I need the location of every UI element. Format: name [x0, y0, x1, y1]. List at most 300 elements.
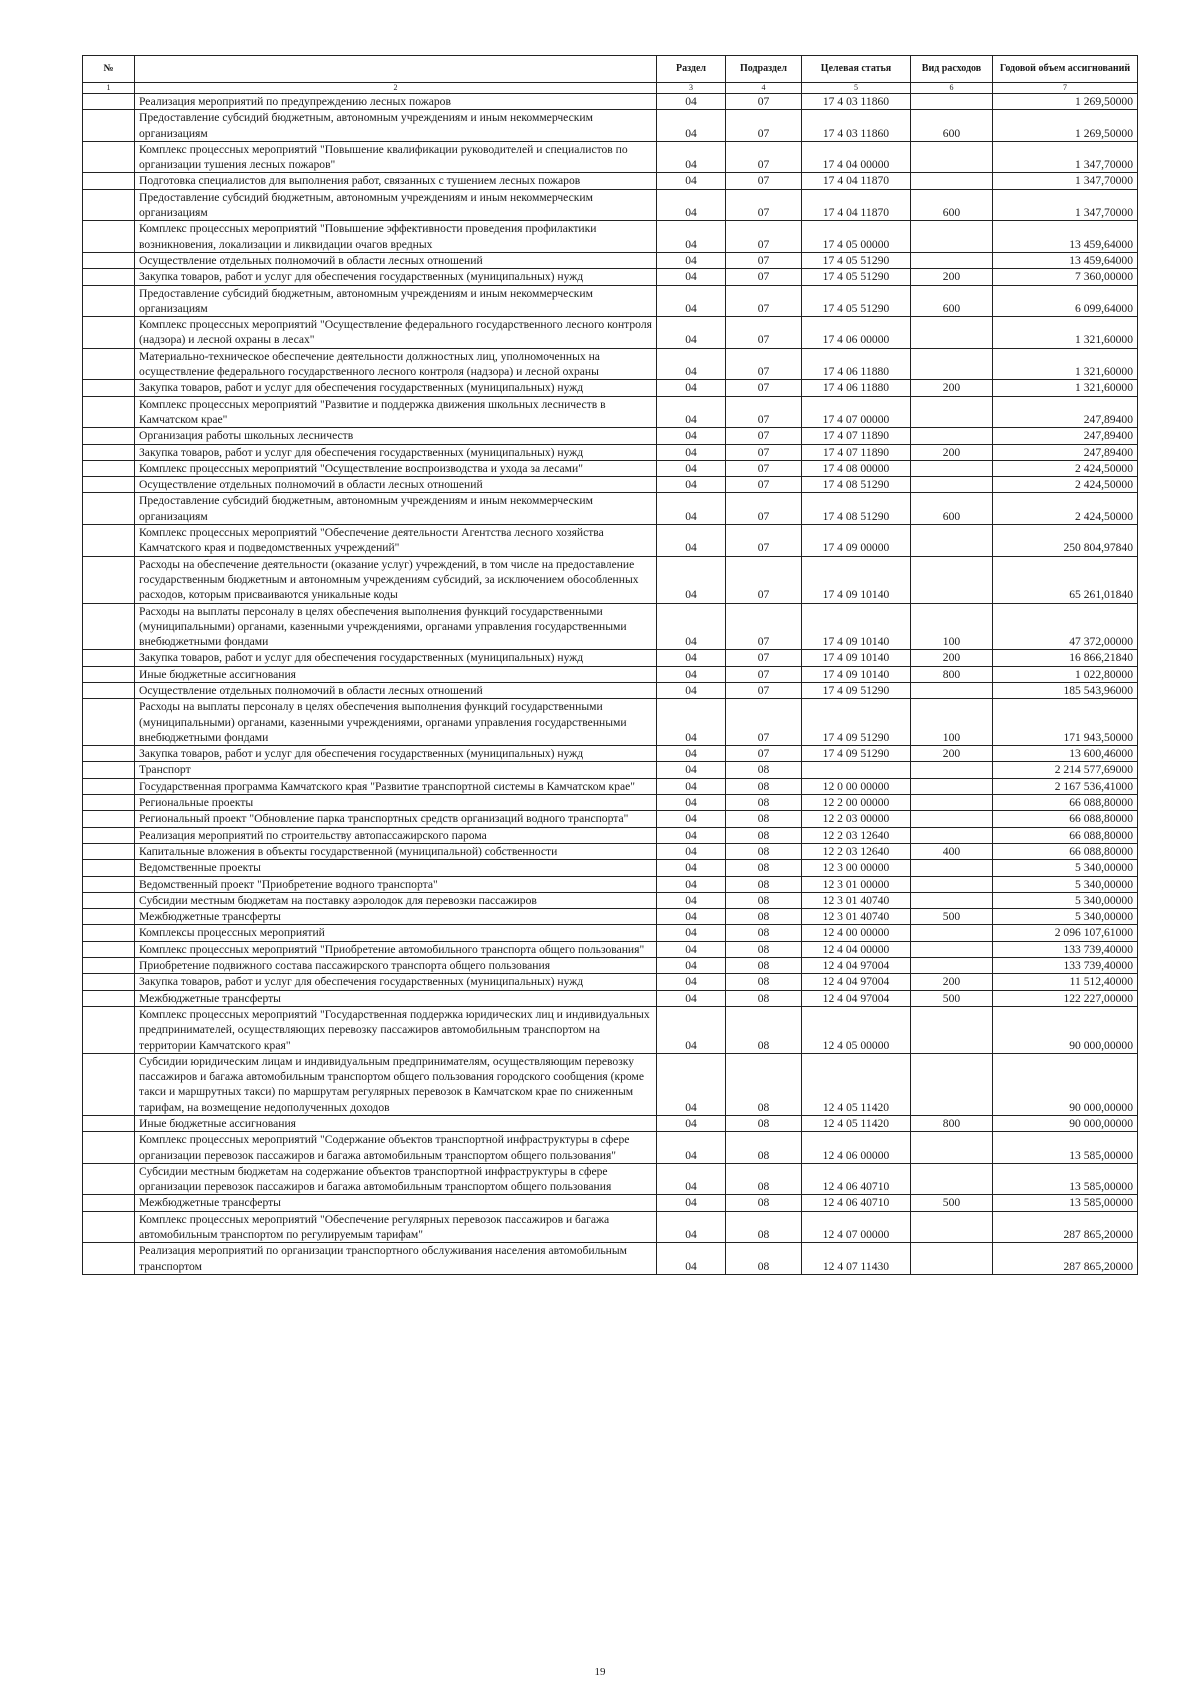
cell-vid-raskhodov	[911, 94, 993, 110]
cell-num	[83, 317, 135, 349]
cell-godovoy-obem: 5 340,00000	[993, 892, 1138, 908]
cell-name: Предоставление субсидий бюджетным, автономным учреждениям и иным некоммерческим организациям	[135, 110, 657, 142]
cell-vid-raskhodov: 200	[911, 380, 993, 396]
cell-name: Закупка товаров, работ и услуг для обеспечения государственных (муниципальных) нужд	[135, 746, 657, 762]
cell-vid-raskhodov	[911, 348, 993, 380]
cell-num	[83, 1006, 135, 1053]
table-row	[83, 778, 1138, 794]
cell-name: Осуществление отдельных полномочий в области лесных отношений	[135, 477, 657, 493]
cell-vid-raskhodov	[911, 892, 993, 908]
table-row	[83, 525, 1138, 557]
cell-num	[83, 173, 135, 189]
cell-godovoy-obem: 5 340,00000	[993, 909, 1138, 925]
cell-godovoy-obem: 13 585,00000	[993, 1132, 1138, 1164]
cell-vid-raskhodov	[911, 941, 993, 957]
cell-podrazdel: 08	[726, 1132, 802, 1164]
cell-podrazdel: 07	[726, 444, 802, 460]
cell-vid-raskhodov: 100	[911, 699, 993, 746]
table-row	[83, 269, 1138, 285]
cell-podrazdel: 07	[726, 221, 802, 253]
cell-godovoy-obem: 66 088,80000	[993, 843, 1138, 859]
cell-podrazdel: 08	[726, 941, 802, 957]
cell-name: Транспорт	[135, 762, 657, 778]
table-row	[83, 477, 1138, 493]
cell-razdel: 04	[657, 827, 726, 843]
cell-godovoy-obem: 2 096 107,61000	[993, 925, 1138, 941]
table-body	[83, 94, 1138, 1275]
cell-razdel: 04	[657, 603, 726, 650]
cell-podrazdel: 08	[726, 909, 802, 925]
cell-godovoy-obem: 5 340,00000	[993, 860, 1138, 876]
cell-vid-raskhodov	[911, 1243, 993, 1275]
cell-podrazdel: 07	[726, 603, 802, 650]
cell-tselevaya-statya: 12 4 04 00000	[802, 941, 911, 957]
cell-vid-raskhodov	[911, 252, 993, 268]
cell-name: Комплекс процессных мероприятий "Содержание объектов транспортной инфраструктуры в сфере организации перевозок пассажиров и багажа автомобильным транспортом общего пользования"	[135, 1132, 657, 1164]
table-row	[83, 348, 1138, 380]
cell-tselevaya-statya: 17 4 06 00000	[802, 317, 911, 349]
cell-num	[83, 1053, 135, 1115]
cell-num	[83, 762, 135, 778]
cell-tselevaya-statya: 12 4 04 97004	[802, 958, 911, 974]
table-row	[83, 811, 1138, 827]
cell-godovoy-obem: 1 321,60000	[993, 348, 1138, 380]
cell-godovoy-obem: 1 347,70000	[993, 141, 1138, 173]
cell-num	[83, 348, 135, 380]
cell-tselevaya-statya: 12 4 04 97004	[802, 990, 911, 1006]
cell-vid-raskhodov	[911, 141, 993, 173]
cell-razdel: 04	[657, 925, 726, 941]
table-row	[83, 1163, 1138, 1195]
cell-podrazdel: 08	[726, 1006, 802, 1053]
table-row	[83, 909, 1138, 925]
table-row	[83, 843, 1138, 859]
cell-tselevaya-statya: 12 2 00 00000	[802, 795, 911, 811]
column-number: 5	[802, 83, 911, 94]
cell-razdel: 04	[657, 843, 726, 859]
cell-tselevaya-statya: 17 4 05 51290	[802, 285, 911, 317]
cell-razdel: 04	[657, 762, 726, 778]
cell-godovoy-obem: 6 099,64000	[993, 285, 1138, 317]
cell-name: Закупка товаров, работ и услуг для обеспечения государственных (муниципальных) нужд	[135, 650, 657, 666]
cell-vid-raskhodov	[911, 958, 993, 974]
cell-razdel: 04	[657, 958, 726, 974]
cell-godovoy-obem: 2 424,50000	[993, 460, 1138, 476]
header-num: №	[83, 56, 135, 83]
cell-num	[83, 525, 135, 557]
cell-podrazdel: 08	[726, 1053, 802, 1115]
cell-razdel: 04	[657, 556, 726, 603]
cell-razdel: 04	[657, 428, 726, 444]
cell-vid-raskhodov: 200	[911, 269, 993, 285]
cell-tselevaya-statya: 12 2 03 12640	[802, 827, 911, 843]
cell-vid-raskhodov: 200	[911, 650, 993, 666]
cell-podrazdel: 07	[726, 348, 802, 380]
cell-num	[83, 1195, 135, 1211]
cell-name: Иные бюджетные ассигнования	[135, 1116, 657, 1132]
cell-num	[83, 444, 135, 460]
cell-name: Ведомственные проекты	[135, 860, 657, 876]
column-number-row	[83, 83, 1138, 94]
cell-razdel: 04	[657, 1243, 726, 1275]
cell-podrazdel: 08	[726, 958, 802, 974]
cell-godovoy-obem: 7 360,00000	[993, 269, 1138, 285]
table-row	[83, 94, 1138, 110]
cell-razdel: 04	[657, 348, 726, 380]
cell-tselevaya-statya: 12 4 05 00000	[802, 1006, 911, 1053]
table-row	[83, 110, 1138, 142]
cell-num	[83, 380, 135, 396]
cell-razdel: 04	[657, 380, 726, 396]
cell-tselevaya-statya: 12 3 01 40740	[802, 892, 911, 908]
cell-godovoy-obem: 65 261,01840	[993, 556, 1138, 603]
cell-num	[83, 699, 135, 746]
table-row	[83, 189, 1138, 221]
cell-vid-raskhodov: 600	[911, 110, 993, 142]
table-row	[83, 221, 1138, 253]
table-row	[83, 827, 1138, 843]
header-razdel: Раздел	[657, 56, 726, 83]
table-row	[83, 173, 1138, 189]
cell-godovoy-obem: 171 943,50000	[993, 699, 1138, 746]
table-row	[83, 428, 1138, 444]
cell-tselevaya-statya: 17 4 05 00000	[802, 221, 911, 253]
cell-num	[83, 1243, 135, 1275]
column-number: 2	[135, 83, 657, 94]
cell-podrazdel: 07	[726, 556, 802, 603]
cell-vid-raskhodov	[911, 778, 993, 794]
column-number: 1	[83, 83, 135, 94]
cell-vid-raskhodov	[911, 317, 993, 349]
cell-godovoy-obem: 90 000,00000	[993, 1053, 1138, 1115]
cell-num	[83, 827, 135, 843]
cell-num	[83, 860, 135, 876]
cell-podrazdel: 08	[726, 990, 802, 1006]
cell-vid-raskhodov	[911, 173, 993, 189]
cell-num	[83, 477, 135, 493]
table-row	[83, 699, 1138, 746]
cell-name: Капитальные вложения в объекты государственной (муниципальной) собственности	[135, 843, 657, 859]
cell-razdel: 04	[657, 699, 726, 746]
cell-num	[83, 1116, 135, 1132]
cell-razdel: 04	[657, 173, 726, 189]
table-row	[83, 1195, 1138, 1211]
cell-tselevaya-statya: 12 4 06 40710	[802, 1195, 911, 1211]
cell-tselevaya-statya: 17 4 09 10140	[802, 650, 911, 666]
cell-name: Организация работы школьных лесничеств	[135, 428, 657, 444]
cell-podrazdel: 07	[726, 173, 802, 189]
cell-tselevaya-statya: 17 4 03 11860	[802, 94, 911, 110]
cell-podrazdel: 08	[726, 860, 802, 876]
cell-vid-raskhodov: 800	[911, 666, 993, 682]
cell-podrazdel: 08	[726, 974, 802, 990]
cell-razdel: 04	[657, 1116, 726, 1132]
header-podrazdel: Подраздел	[726, 56, 802, 83]
cell-razdel: 04	[657, 811, 726, 827]
table-row	[83, 1211, 1138, 1243]
cell-num	[83, 285, 135, 317]
cell-num	[83, 666, 135, 682]
cell-num	[83, 892, 135, 908]
cell-tselevaya-statya: 12 4 04 97004	[802, 974, 911, 990]
cell-tselevaya-statya: 12 0 00 00000	[802, 778, 911, 794]
cell-name: Предоставление субсидий бюджетным, автономным учреждениям и иным некоммерческим организациям	[135, 189, 657, 221]
cell-godovoy-obem: 1 269,50000	[993, 94, 1138, 110]
cell-tselevaya-statya: 17 4 04 00000	[802, 141, 911, 173]
cell-name: Субсидии местным бюджетам на поставку аэролодок для перевозки пассажиров	[135, 892, 657, 908]
cell-name: Иные бюджетные ассигнования	[135, 666, 657, 682]
cell-vid-raskhodov: 800	[911, 1116, 993, 1132]
cell-razdel: 04	[657, 1195, 726, 1211]
cell-razdel: 04	[657, 460, 726, 476]
cell-name: Региональные проекты	[135, 795, 657, 811]
header-tselevaya-statya: Целевая статья	[802, 56, 911, 83]
cell-name: Осуществление отдельных полномочий в области лесных отношений	[135, 252, 657, 268]
cell-num	[83, 221, 135, 253]
cell-vid-raskhodov	[911, 682, 993, 698]
cell-godovoy-obem: 133 739,40000	[993, 958, 1138, 974]
cell-tselevaya-statya: 17 4 06 11880	[802, 380, 911, 396]
cell-num	[83, 603, 135, 650]
cell-vid-raskhodov	[911, 860, 993, 876]
cell-podrazdel: 07	[726, 252, 802, 268]
cell-vid-raskhodov	[911, 428, 993, 444]
cell-razdel: 04	[657, 141, 726, 173]
cell-podrazdel: 07	[726, 317, 802, 349]
cell-razdel: 04	[657, 876, 726, 892]
cell-razdel: 04	[657, 221, 726, 253]
cell-num	[83, 795, 135, 811]
cell-vid-raskhodov	[911, 762, 993, 778]
cell-tselevaya-statya: 12 3 00 00000	[802, 860, 911, 876]
cell-num	[83, 460, 135, 476]
cell-num	[83, 941, 135, 957]
cell-vid-raskhodov	[911, 477, 993, 493]
table-row	[83, 252, 1138, 268]
table-row	[83, 1243, 1138, 1275]
cell-podrazdel: 07	[726, 110, 802, 142]
cell-razdel: 04	[657, 317, 726, 349]
cell-name: Комплекс процессных мероприятий "Обеспечение регулярных перевозок пассажиров и багажа автомобильным транспортом по регулируемым тарифам"	[135, 1211, 657, 1243]
cell-tselevaya-statya: 17 4 09 10140	[802, 666, 911, 682]
cell-razdel: 04	[657, 285, 726, 317]
cell-podrazdel: 07	[726, 189, 802, 221]
cell-name: Расходы на выплаты персоналу в целях обеспечения выполнения функций государственными (муниципальными) органами, казенными учреждениями, органами управления государственными внебюджетными фондами	[135, 699, 657, 746]
cell-godovoy-obem: 2 167 536,41000	[993, 778, 1138, 794]
cell-tselevaya-statya: 17 4 09 10140	[802, 556, 911, 603]
cell-razdel: 04	[657, 396, 726, 428]
cell-podrazdel: 07	[726, 460, 802, 476]
table-row	[83, 682, 1138, 698]
cell-vid-raskhodov	[911, 1211, 993, 1243]
cell-vid-raskhodov	[911, 556, 993, 603]
cell-tselevaya-statya: 12 4 05 11420	[802, 1116, 911, 1132]
cell-name: Предоставление субсидий бюджетным, автономным учреждениям и иным некоммерческим организациям	[135, 285, 657, 317]
cell-vid-raskhodov	[911, 1006, 993, 1053]
cell-num	[83, 94, 135, 110]
cell-razdel: 04	[657, 1006, 726, 1053]
cell-name: Материально-техническое обеспечение деятельности должностных лиц, уполномоченных на осуществление федерального государственного лесного контроля (надзора) и лесной охраны	[135, 348, 657, 380]
cell-razdel: 04	[657, 94, 726, 110]
cell-vid-raskhodov	[911, 827, 993, 843]
cell-godovoy-obem: 16 866,21840	[993, 650, 1138, 666]
cell-tselevaya-statya: 17 4 07 00000	[802, 396, 911, 428]
cell-name: Межбюджетные трансферты	[135, 909, 657, 925]
cell-razdel: 04	[657, 1132, 726, 1164]
table-row	[83, 1006, 1138, 1053]
cell-num	[83, 493, 135, 525]
cell-razdel: 04	[657, 941, 726, 957]
cell-podrazdel: 08	[726, 795, 802, 811]
cell-vid-raskhodov	[911, 795, 993, 811]
cell-godovoy-obem: 2 424,50000	[993, 477, 1138, 493]
cell-godovoy-obem: 133 739,40000	[993, 941, 1138, 957]
cell-godovoy-obem: 247,89400	[993, 444, 1138, 460]
cell-podrazdel: 07	[726, 396, 802, 428]
cell-name: Комплекс процессных мероприятий "Повышение квалификации руководителей и специалистов по организации тушения лесных пожаров"	[135, 141, 657, 173]
cell-godovoy-obem: 1 347,70000	[993, 173, 1138, 189]
cell-podrazdel: 08	[726, 1163, 802, 1195]
cell-podrazdel: 08	[726, 827, 802, 843]
cell-tselevaya-statya: 12 4 07 00000	[802, 1211, 911, 1243]
cell-name: Межбюджетные трансферты	[135, 990, 657, 1006]
cell-vid-raskhodov	[911, 811, 993, 827]
cell-vid-raskhodov	[911, 525, 993, 557]
cell-podrazdel: 07	[726, 285, 802, 317]
cell-podrazdel: 08	[726, 778, 802, 794]
table-row	[83, 958, 1138, 974]
cell-godovoy-obem: 2 214 577,69000	[993, 762, 1138, 778]
cell-godovoy-obem: 90 000,00000	[993, 1006, 1138, 1053]
cell-tselevaya-statya: 12 3 01 40740	[802, 909, 911, 925]
cell-num	[83, 396, 135, 428]
cell-godovoy-obem: 1 269,50000	[993, 110, 1138, 142]
cell-vid-raskhodov	[911, 876, 993, 892]
cell-num	[83, 990, 135, 1006]
cell-godovoy-obem: 1 022,80000	[993, 666, 1138, 682]
cell-num	[83, 1132, 135, 1164]
cell-godovoy-obem: 250 804,97840	[993, 525, 1138, 557]
cell-godovoy-obem: 1 347,70000	[993, 189, 1138, 221]
cell-podrazdel: 08	[726, 1116, 802, 1132]
cell-num	[83, 110, 135, 142]
cell-vid-raskhodov	[911, 1132, 993, 1164]
cell-vid-raskhodov: 200	[911, 974, 993, 990]
cell-podrazdel: 07	[726, 682, 802, 698]
cell-num	[83, 778, 135, 794]
cell-vid-raskhodov: 100	[911, 603, 993, 650]
cell-godovoy-obem: 66 088,80000	[993, 795, 1138, 811]
cell-godovoy-obem: 66 088,80000	[993, 811, 1138, 827]
table-row	[83, 396, 1138, 428]
cell-razdel: 04	[657, 909, 726, 925]
cell-godovoy-obem: 90 000,00000	[993, 1116, 1138, 1132]
cell-razdel: 04	[657, 477, 726, 493]
table-row	[83, 990, 1138, 1006]
cell-name: Субсидии местным бюджетам на содержание объектов транспортной инфраструктуры в сфере организации перевозок пассажиров и багажа автомобильным транспортом общего пользования	[135, 1163, 657, 1195]
cell-name: Предоставление субсидий бюджетным, автономным учреждениям и иным некоммерческим организациям	[135, 493, 657, 525]
cell-godovoy-obem: 13 459,64000	[993, 221, 1138, 253]
cell-vid-raskhodov: 500	[911, 1195, 993, 1211]
table-row	[83, 141, 1138, 173]
cell-razdel: 04	[657, 666, 726, 682]
cell-tselevaya-statya: 17 4 09 51290	[802, 746, 911, 762]
cell-num	[83, 189, 135, 221]
cell-tselevaya-statya: 17 4 06 11880	[802, 348, 911, 380]
cell-tselevaya-statya: 17 4 08 00000	[802, 460, 911, 476]
cell-num	[83, 843, 135, 859]
table-row	[83, 974, 1138, 990]
cell-godovoy-obem: 66 088,80000	[993, 827, 1138, 843]
cell-num	[83, 746, 135, 762]
cell-podrazdel: 08	[726, 1243, 802, 1275]
cell-razdel: 04	[657, 444, 726, 460]
header-vid-raskhodov: Вид расходов	[911, 56, 993, 83]
cell-razdel: 04	[657, 252, 726, 268]
cell-tselevaya-statya: 17 4 04 11870	[802, 173, 911, 189]
cell-razdel: 04	[657, 493, 726, 525]
cell-name: Субсидии юридическим лицам и индивидуальным предпринимателям, осуществляющим перевозку пассажиров и багажа автомобильным транспортом общего пользования городского сообщения (кроме такси и маршрутных такси) по маршрутам регулярных перевозок в Камчатском крае по сниженным тарифам, на возмещение недополученных доходов	[135, 1053, 657, 1115]
cell-podrazdel: 07	[726, 493, 802, 525]
cell-razdel: 04	[657, 189, 726, 221]
table-row	[83, 892, 1138, 908]
cell-num	[83, 974, 135, 990]
cell-num	[83, 556, 135, 603]
cell-name: Закупка товаров, работ и услуг для обеспечения государственных (муниципальных) нужд	[135, 974, 657, 990]
cell-num	[83, 252, 135, 268]
budget-table	[82, 55, 1138, 1275]
cell-podrazdel: 07	[726, 141, 802, 173]
header-name	[135, 56, 657, 83]
cell-name: Реализация мероприятий по предупреждению лесных пожаров	[135, 94, 657, 110]
cell-podrazdel: 08	[726, 892, 802, 908]
cell-name: Государственная программа Камчатского края "Развитие транспортной системы в Камчатском крае"	[135, 778, 657, 794]
cell-podrazdel: 07	[726, 525, 802, 557]
cell-tselevaya-statya: 12 4 06 40710	[802, 1163, 911, 1195]
table-row	[83, 285, 1138, 317]
cell-godovoy-obem: 287 865,20000	[993, 1211, 1138, 1243]
cell-razdel: 04	[657, 650, 726, 666]
cell-name: Ведомственный проект "Приобретение водного транспорта"	[135, 876, 657, 892]
cell-name: Закупка товаров, работ и услуг для обеспечения государственных (муниципальных) нужд	[135, 444, 657, 460]
cell-vid-raskhodov	[911, 925, 993, 941]
cell-godovoy-obem: 287 865,20000	[993, 1243, 1138, 1275]
cell-num	[83, 428, 135, 444]
cell-name: Подготовка специалистов для выполнения работ, связанных с тушением лесных пожаров	[135, 173, 657, 189]
cell-godovoy-obem: 122 227,00000	[993, 990, 1138, 1006]
cell-podrazdel: 07	[726, 380, 802, 396]
cell-name: Комплекс процессных мероприятий "Государственная поддержка юридических лиц и индивидуальных предпринимателей, осуществляющих перевозку пассажиров автомобильным транспортом на территории Камчатского края"	[135, 1006, 657, 1053]
table-row	[83, 1132, 1138, 1164]
cell-godovoy-obem: 13 585,00000	[993, 1195, 1138, 1211]
cell-vid-raskhodov: 400	[911, 843, 993, 859]
column-number: 7	[993, 83, 1138, 94]
table-row	[83, 650, 1138, 666]
column-number: 4	[726, 83, 802, 94]
cell-num	[83, 682, 135, 698]
cell-razdel: 04	[657, 1053, 726, 1115]
table-row	[83, 317, 1138, 349]
cell-tselevaya-statya: 17 4 05 51290	[802, 269, 911, 285]
cell-num	[83, 958, 135, 974]
cell-name: Комплекс процессных мероприятий "Повышение эффективности проведения профилактики возникновения, локализации и ликвидации очагов вредных	[135, 221, 657, 253]
cell-num	[83, 811, 135, 827]
cell-name: Комплекс процессных мероприятий "Осуществление воспроизводства и ухода за лесами"	[135, 460, 657, 476]
table-row	[83, 746, 1138, 762]
cell-vid-raskhodov: 200	[911, 444, 993, 460]
cell-name: Комплекс процессных мероприятий "Осуществление федерального государственного лесного контроля (надзора) и лесной охраны в лесах"	[135, 317, 657, 349]
table-row	[83, 666, 1138, 682]
